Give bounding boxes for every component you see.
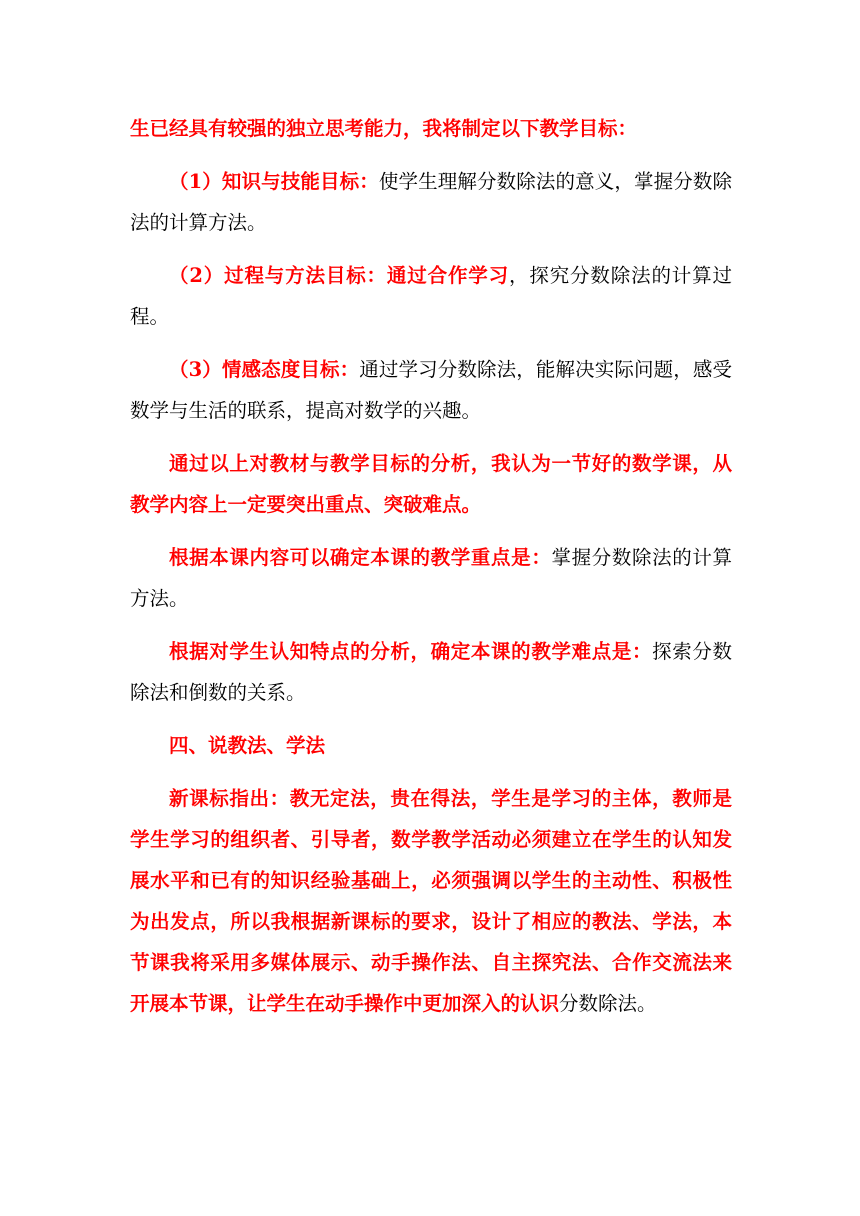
analysis-text: 通过以上对教材与教学目标的分析，我认为一节好的数学课，从教学内容上一定要突出重点、突破难点。 xyxy=(130,452,732,516)
keypoint-label: 根据本课内容可以确定本课的教学重点是： xyxy=(169,546,552,569)
method-text-plain: 分数除法。 xyxy=(559,992,657,1015)
document-page xyxy=(130,108,732,1036)
section-heading: 四、说教法、学法 xyxy=(169,734,326,757)
keypoint-text: 掌握分数除法的计算方法。 xyxy=(130,546,732,610)
goal-knowledge-paragraph xyxy=(130,161,732,243)
analysis-paragraph xyxy=(130,443,732,525)
goal-knowledge-text: 使学生理解分数除法的意义，掌握分数除法的计算方法。 xyxy=(130,170,732,234)
intro-text: 生已经具有较强的独立思考能力，我将制定以下教学目标： xyxy=(130,117,638,140)
difficulty-paragraph xyxy=(130,631,732,713)
method-paragraph xyxy=(130,778,732,1024)
goal-process-text: ，探究分数除法的计算过程。 xyxy=(130,264,732,328)
goal-emotion-label: （3）情感态度目标： xyxy=(169,358,360,381)
intro-paragraph xyxy=(130,108,732,149)
goal-emotion-text: 通过学习分数除法，能解决实际问题，感受数学与生活的联系，提高对数学的兴趣。 xyxy=(130,358,732,422)
goal-process-paragraph xyxy=(130,255,732,337)
keypoint-paragraph xyxy=(130,537,732,619)
goal-emotion-paragraph xyxy=(130,349,732,431)
difficulty-text: 探索分数除法和倒数的关系。 xyxy=(130,640,732,704)
difficulty-label: 根据对学生认知特点的分析，确定本课的教学难点是： xyxy=(169,640,653,663)
goal-knowledge-label: （1）知识与技能目标： xyxy=(169,170,379,193)
method-text-emphasis: 新课标指出：教无定法，贵在得法，学生是学习的主体，教师是学生学习的组织者、引导者，数学教学活动必须建立在学生的认知发展水平和已有的知识经验基础上，必须强调以学生的主动性、积极性为出发点，所以我根据新课标的要求，设计了相应的教法、学法，本节课我将采用多媒体展示、动手操作法、自主探究法、合作交流法来开展本节课，让学生在动手操作中更加深入的认识 xyxy=(130,787,732,1015)
section-heading-paragraph xyxy=(130,725,732,766)
goal-process-label: （2）过程与方法目标：通过合作学习 xyxy=(169,264,509,287)
